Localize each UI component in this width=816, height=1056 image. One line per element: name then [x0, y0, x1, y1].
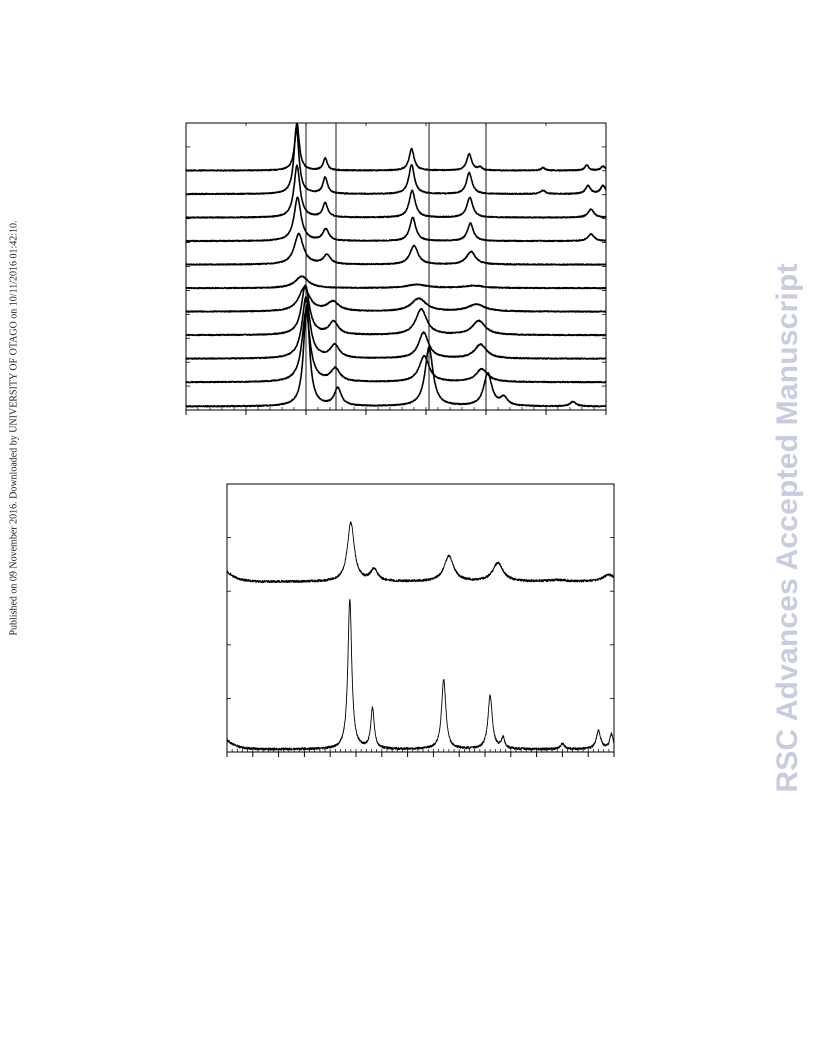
spectrum-trace [227, 600, 614, 751]
spectrum-trace [227, 522, 614, 583]
plot-frame [227, 484, 614, 752]
watermark-text: RSC Advances Accepted Manuscript [771, 263, 804, 793]
publication-note-text: Published on 09 November 2016. Downloaded by UNIVERSITY OF OTAGO on 10/11/2016 01:42:10. [8, 220, 20, 636]
